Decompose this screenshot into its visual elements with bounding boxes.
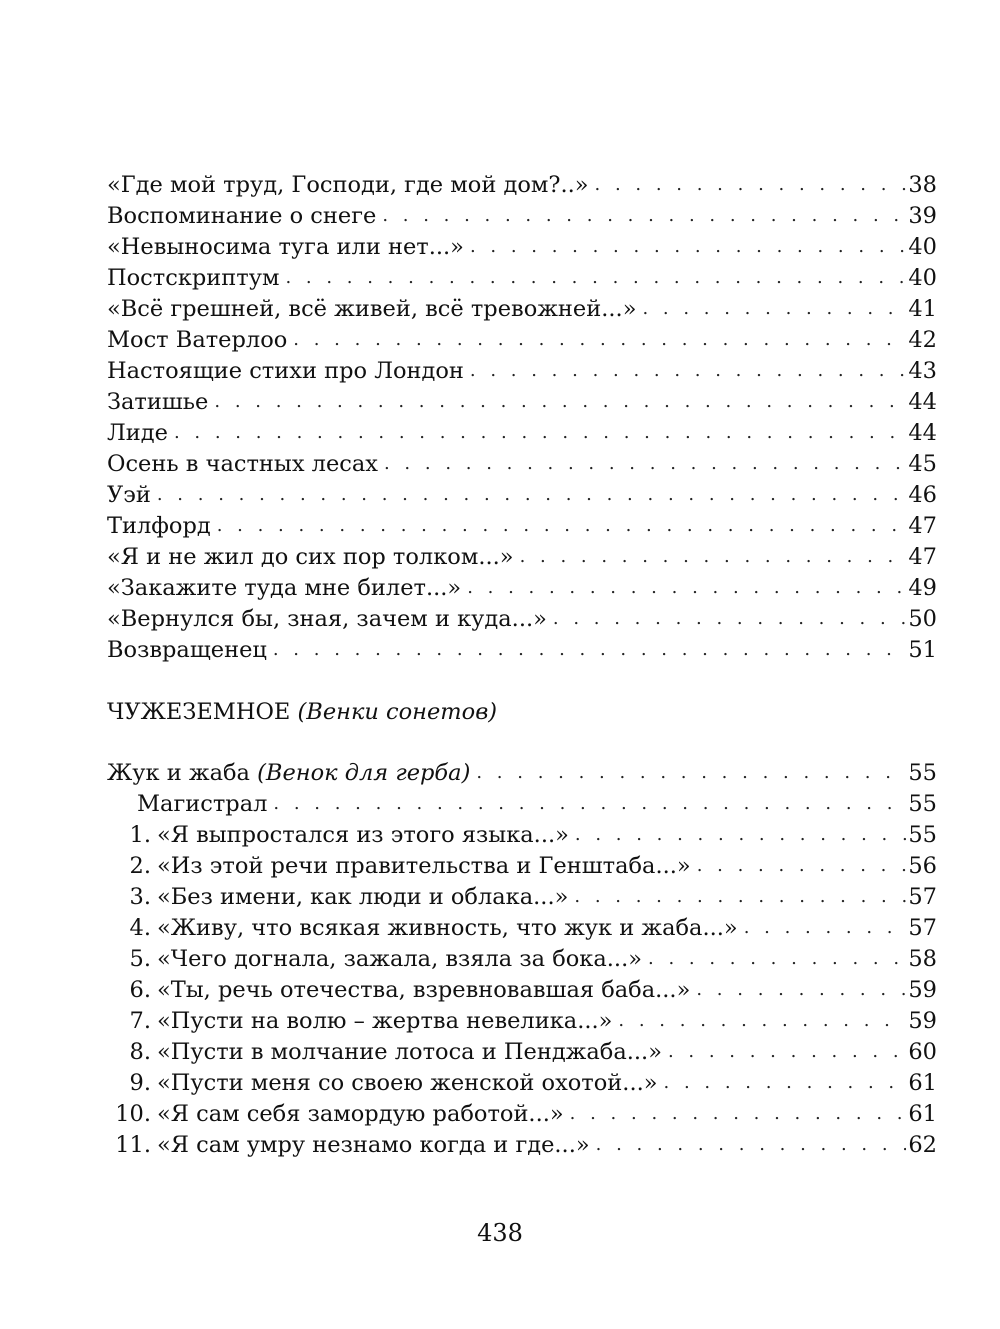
toc-entry	[107, 480, 937, 511]
toc-entry-sonnet	[107, 1037, 937, 1068]
toc-entry-title: Лиде	[107, 420, 168, 446]
toc-entry	[107, 418, 937, 449]
toc-entry-sonnet	[107, 820, 937, 851]
sonnet-number: 10.	[115, 1101, 151, 1127]
toc-entry-page: 47	[908, 513, 937, 539]
section-heading-title: ЧУЖЕЗЕМНОЕ	[107, 699, 291, 725]
toc-entry-sonnet	[107, 913, 937, 944]
dot-leader	[570, 1098, 907, 1129]
toc-entry-page: 60	[908, 1039, 937, 1065]
dot-leader	[520, 541, 907, 572]
dot-leader	[157, 479, 907, 510]
toc-entry-title: «Из этой речи правительства и Генштаба...»	[157, 853, 691, 879]
toc-entry	[107, 356, 937, 387]
wreath-subtitle: (Венок для герба)	[257, 760, 471, 786]
dot-leader	[174, 417, 906, 448]
toc-entry-title: «Я сам умру незнамо когда и где...»	[157, 1132, 590, 1158]
sonnet-number: 11.	[115, 1132, 151, 1158]
toc-entry-sonnet	[107, 1099, 937, 1130]
toc-list-top	[107, 170, 937, 666]
toc-entry-page: 40	[908, 234, 937, 260]
dot-leader	[642, 293, 906, 324]
toc-entry-title: «Пусти в молчание лотоса и Пенджаба...»	[157, 1039, 662, 1065]
toc-entry-sonnet	[107, 1130, 937, 1161]
dot-leader	[553, 603, 906, 634]
toc-entry	[107, 170, 937, 201]
toc-entry-sonnet	[107, 851, 937, 882]
toc-entry	[107, 573, 937, 604]
toc-entry	[107, 511, 937, 542]
dot-leader	[618, 1005, 906, 1036]
toc-entry-title: Затишье	[107, 389, 209, 415]
dot-leader	[697, 850, 907, 881]
toc-entry-title: «Пусти меня со своею женской охотой...»	[157, 1070, 658, 1096]
toc-entry-page: 55	[908, 760, 937, 786]
toc-entry-wreath	[107, 758, 937, 789]
toc-entry-sonnet	[107, 1068, 937, 1099]
dot-leader	[467, 572, 906, 603]
toc-entry-title: «Без имени, как люди и облака...»	[157, 884, 569, 910]
dot-leader	[574, 881, 906, 912]
toc-entry-title: «Чего догнала, зажала, взяла за бока...»	[157, 946, 643, 972]
toc-entry-page: 44	[908, 420, 937, 446]
sonnet-number: 4.	[129, 915, 151, 941]
toc-list-wreath	[107, 758, 937, 1161]
toc-entry-title: «Где мой труд, Господи, где мой дом?..»	[107, 172, 589, 198]
dot-leader	[648, 943, 906, 974]
toc-entry-title: Возвращенец	[107, 637, 267, 663]
sonnet-number: 8.	[129, 1039, 151, 1065]
toc-entry-page: 61	[908, 1070, 937, 1096]
toc-entry	[107, 542, 937, 573]
toc-entry-page: 44	[908, 389, 937, 415]
toc-entry-title: «Я и не жил до сих пор толком...»	[107, 544, 514, 570]
dot-leader	[470, 355, 906, 386]
toc-entry	[107, 232, 937, 263]
toc-entry	[107, 263, 937, 294]
toc-entry-page: 61	[908, 1101, 937, 1127]
dot-leader	[273, 634, 907, 665]
toc-entry-title: «Всё грешней, всё живей, всё тревожней...»	[107, 296, 637, 322]
toc-entry-sonnet	[107, 975, 937, 1006]
toc-entry-page: 50	[908, 606, 937, 632]
toc-entry-page: 43	[908, 358, 937, 384]
wreath-title: Жук и жаба	[107, 760, 250, 786]
sonnet-number: 2.	[129, 853, 151, 879]
toc-entry-page: 40	[908, 265, 937, 291]
dot-leader	[293, 324, 906, 355]
sonnet-number: 5.	[129, 946, 151, 972]
toc-entry-title: «Закажите туда мне билет...»	[107, 575, 462, 601]
sonnet-number: 1.	[129, 822, 151, 848]
dot-leader	[596, 1129, 907, 1160]
dot-leader	[382, 200, 906, 231]
toc-entry-page: 57	[908, 915, 937, 941]
toc-entry	[107, 635, 937, 666]
toc-entry-page: 55	[908, 822, 937, 848]
toc-entry	[107, 294, 937, 325]
dot-leader	[664, 1067, 907, 1098]
toc-entry-page: 45	[908, 451, 937, 477]
section-heading-subtitle: (Венки сонетов)	[297, 699, 498, 725]
toc-entry-title: Постскриптум	[107, 265, 280, 291]
toc-entry-title: Мост Ватерлоо	[107, 327, 288, 353]
dot-leader	[696, 974, 906, 1005]
toc-entry-page: 49	[908, 575, 937, 601]
dot-leader	[668, 1036, 906, 1067]
dot-leader	[744, 912, 907, 943]
toc-entry	[107, 325, 937, 356]
section-heading	[107, 697, 497, 728]
toc-entry-magistral	[107, 789, 937, 820]
toc-entry-title: «Я сам себя замордую работой...»	[157, 1101, 564, 1127]
toc-entry-page: 39	[908, 203, 937, 229]
toc-entry-title: «Пусти на волю – жертва невелика...»	[157, 1008, 613, 1034]
toc-entry-sonnet	[107, 882, 937, 913]
toc-entry-title: Осень в частных лесах	[107, 451, 378, 477]
toc-entry-page: 46	[908, 482, 937, 508]
toc-entry-page: 59	[908, 977, 937, 1003]
toc-entry-page: 57	[908, 884, 937, 910]
toc-entry-title	[107, 758, 470, 789]
dot-leader	[214, 386, 906, 417]
toc-entry-page: 59	[908, 1008, 937, 1034]
sonnet-number: 7.	[129, 1008, 151, 1034]
toc-entry-title: «Живу, что всякая живность, что жук и жаба...»	[157, 915, 738, 941]
toc-entry	[107, 387, 937, 418]
toc-entry-title: Настоящие стихи про Лондон	[107, 358, 464, 384]
dot-leader	[285, 262, 906, 293]
dot-leader	[476, 757, 906, 788]
sonnet-number: 6.	[129, 977, 151, 1003]
toc-entry-page: 58	[908, 946, 937, 972]
sonnet-number: 9.	[129, 1070, 151, 1096]
toc-entry-page: 38	[908, 172, 937, 198]
toc-entry-title: Воспоминание о снеге	[107, 203, 377, 229]
toc-entry-page: 41	[908, 296, 937, 322]
toc-entry-title: Магистрал	[137, 791, 268, 817]
toc-entry-page: 47	[908, 544, 937, 570]
toc-entry-title: «Я выпростался из этого языка...»	[157, 822, 569, 848]
toc-entry-page: 55	[908, 791, 937, 817]
toc-entry-title: «Ты, речь отечества, взревновавшая баба...»	[157, 977, 691, 1003]
dot-leader	[217, 510, 907, 541]
dot-leader	[273, 788, 906, 819]
dot-leader	[595, 169, 907, 200]
page-number: 438	[477, 1219, 523, 1247]
toc-entry-page: 62	[908, 1132, 937, 1158]
toc-entry-sonnet	[107, 1006, 937, 1037]
toc-entry-sonnet	[107, 944, 937, 975]
toc-entry-page: 51	[908, 637, 937, 663]
toc-entry	[107, 449, 937, 480]
toc-entry-title: Тилфорд	[107, 513, 211, 539]
dot-leader	[575, 819, 906, 850]
toc-entry	[107, 604, 937, 635]
toc-entry	[107, 201, 937, 232]
dot-leader	[470, 231, 906, 262]
sonnet-number: 3.	[129, 884, 151, 910]
toc-entry-page: 56	[908, 853, 937, 879]
toc-entry-title: «Невыносима туга или нет...»	[107, 234, 464, 260]
toc-entry-title: «Вернулся бы, зная, зачем и куда...»	[107, 606, 547, 632]
toc-entry-title: Уэй	[107, 482, 151, 508]
dot-leader	[384, 448, 906, 479]
toc-entry-page: 42	[908, 327, 937, 353]
